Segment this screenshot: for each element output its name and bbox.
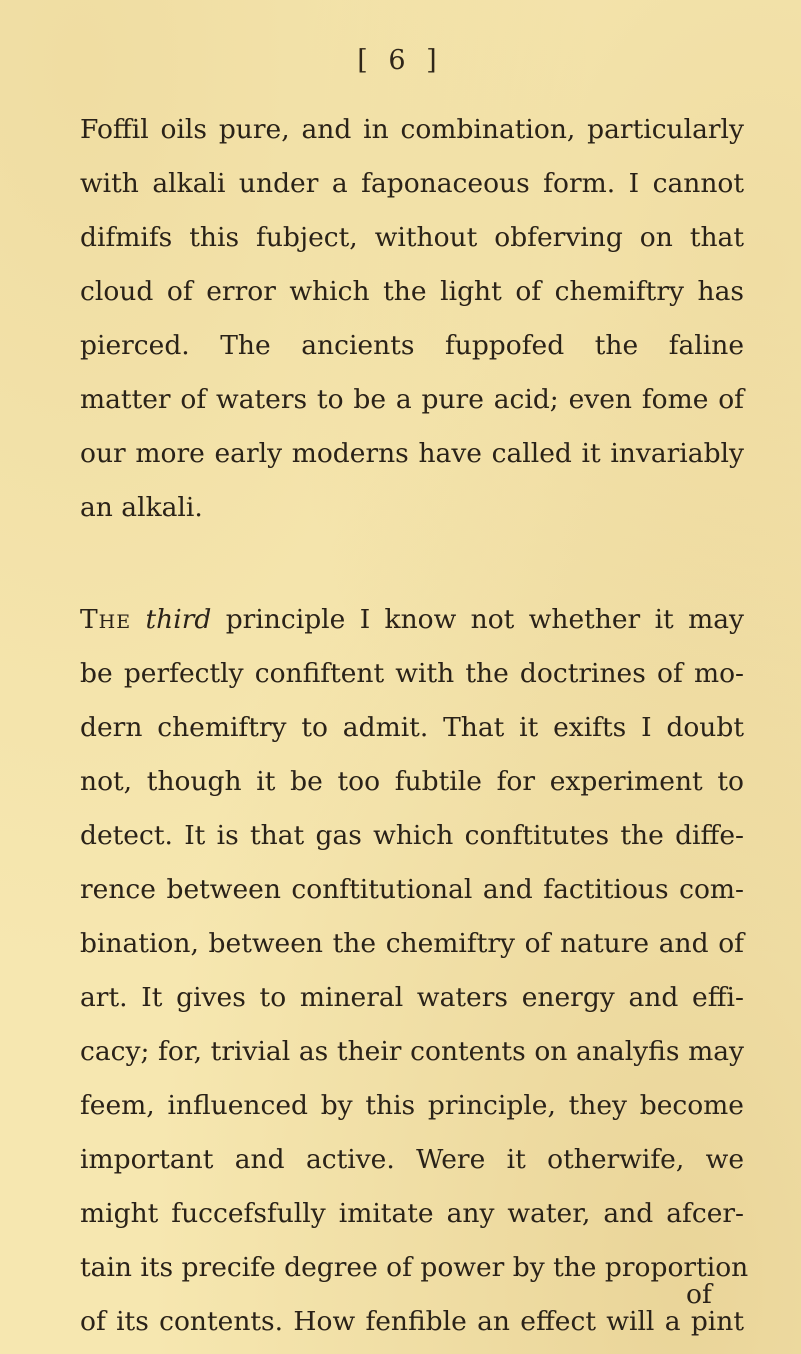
text-line: with alkali under a faponaceous form. I cannot — [80, 168, 744, 199]
paragraph-2 — [80, 593, 749, 1349]
page-number: [ 6 ] — [357, 45, 443, 76]
text-line: an alkali. — [80, 492, 203, 523]
text-line: art. It gives to mineral waters energy and effi- — [80, 982, 744, 1013]
paragraph-1 — [80, 103, 744, 535]
italic-word: third — [145, 604, 212, 635]
text-line: feem, influenced by this principle, they become — [80, 1090, 744, 1121]
text-line: detect. It is that gas which conftitutes the diffe- — [80, 820, 744, 851]
text-line: difmifs this fubject, without obferving on that — [80, 222, 744, 253]
text-line: our more early moderns have called it invariably — [80, 438, 744, 469]
text-line: pierced. The ancients fuppofed the faline — [80, 330, 744, 361]
text-line: cloud of error which the light of chemiftry has — [80, 276, 744, 307]
text-line: bination, between the chemiftry of nature and of — [80, 928, 744, 959]
catchword: of — [686, 1279, 712, 1310]
text-line: matter of waters to be a pure acid; even fome of — [80, 384, 744, 415]
text-line: rence between conftitutional and factitious com- — [80, 874, 744, 905]
line-rest: principle I know not whether it may — [225, 604, 744, 635]
text-line: dern chemiftry to admit. That it exifts I doubt — [80, 712, 744, 743]
text-line: be perfectly confiftent with the doctrines of mo- — [80, 658, 744, 689]
text-line-first — [80, 593, 744, 647]
text-line: Foffil oils pure, and in combination, particularly — [80, 114, 744, 145]
text-line: cacy; for, trivial as their contents on analyfis may — [80, 1036, 744, 1067]
text-line: of its contents. How fenfible an effect will a pint — [80, 1306, 744, 1337]
text-line: not, though it be too fubtile for experiment to — [80, 766, 744, 797]
text-line: important and active. Were it otherwife, we — [80, 1144, 744, 1175]
paragraph-gap — [80, 535, 744, 593]
text-line: tain its precife degree of power by the proportion — [80, 1252, 749, 1283]
body-text — [80, 103, 749, 1349]
small-caps-lead: The — [80, 604, 132, 635]
text-line: might fuccefsfully imitate any water, and afcer- — [80, 1198, 744, 1229]
